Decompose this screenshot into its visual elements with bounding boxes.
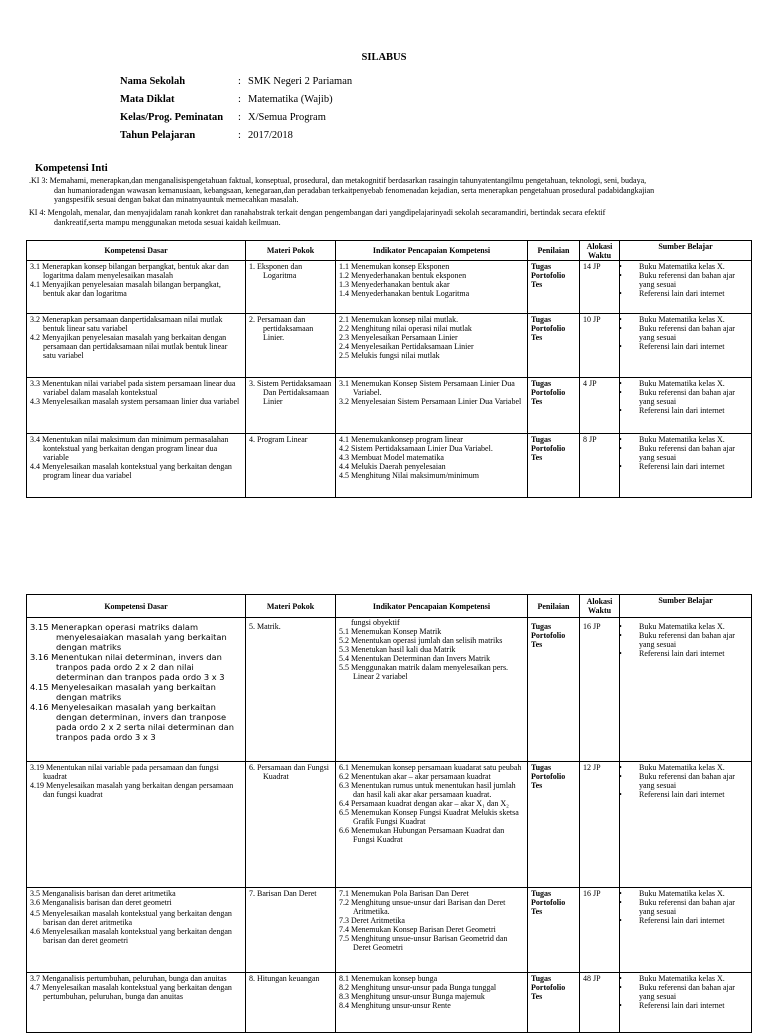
- kd-item: 3.6 Menganalisis barisan dan deret geometri: [30, 898, 172, 907]
- penilaian-item: Tes: [531, 453, 543, 462]
- ki4-line: KI 4: Mengolah, menalar, dan menyajidalam ranah konkret dan ranahabstrak terkait dengan pengembangan dari yangdipelajarinyadi sekolah secaramandiri, bertindak secara efektif: [29, 208, 606, 217]
- kd-cell: [27, 434, 246, 498]
- identity-value: 2017/2018: [248, 130, 293, 141]
- alokasi-cell: 12 JP: [580, 762, 620, 888]
- identity-label: Nama Sekolah: [120, 76, 186, 87]
- alokasi-cell: 48 JP: [580, 973, 620, 1033]
- penilaian-item: Tes: [531, 992, 543, 1001]
- ki4-paragraph: [29, 208, 743, 227]
- indikator-item: 1.4 Menyederhanakan bentuk Logaritma: [339, 289, 470, 298]
- materi-cell: [246, 762, 336, 888]
- school-identity: [120, 76, 352, 148]
- kd-item: 4.16 Menyelesaikan masalah yang berkaitan dengan determinan, invers dan tranpose pada ordo 2 x 2 serta nilai determinan dan tranpos pada ordo 3 x 3: [30, 702, 234, 742]
- indikator-cell: [336, 888, 528, 973]
- materi-cell: [246, 378, 336, 434]
- indikator-item: 2.4 Menyelesaikan Pertidaksamaan Linier: [339, 342, 474, 351]
- materi-item: 7. Barisan Dan Deret: [249, 889, 317, 898]
- materi-item: 5. Matrik.: [249, 622, 281, 631]
- identity-label: Tahun Pelajaran: [120, 130, 196, 141]
- kd-cell: [27, 314, 246, 378]
- penilaian-cell: [528, 378, 580, 434]
- sumber-item: • Buku referensi dan bahan ajar yang sesuai: [623, 631, 748, 649]
- penilaian-item: Tes: [531, 280, 543, 289]
- penilaian-cell: [528, 434, 580, 498]
- identity-value: Matematika (Wajib): [248, 94, 333, 105]
- header-sumber-belajar: Sumber Belajar: [620, 241, 752, 261]
- penilaian-item: Tugas: [531, 974, 552, 983]
- table-row: [27, 762, 752, 888]
- identity-label: Kelas/Prog. Peminatan: [120, 112, 224, 123]
- indikator-item: 1.2 Menyederhanakan bentuk eksponen: [339, 271, 467, 280]
- header-indikator: Indikator Pencapaian Kompetensi: [336, 241, 528, 261]
- header-indikator: Indikator Pencapaian Kompetensi: [336, 595, 528, 618]
- table-row: [27, 261, 752, 314]
- indikator-item: 7.3 Deret Aritmetika: [339, 916, 405, 925]
- sumber-item: • Buku referensi dan bahan ajar yang sesuai: [623, 271, 748, 289]
- indikator-item: 4.2 Sistem Pertidaksamaan Linier Dua Variabel.: [339, 444, 493, 453]
- indikator-item: 2.5 Melukis fungsi nilai mutlak: [339, 351, 440, 360]
- indikator-continuation: fungsi obyektif: [351, 618, 400, 627]
- sumber-item: • Referensi lain dari internet: [623, 649, 748, 658]
- kd-item: 4.1 Menyajikan penyelesaian masalah bilangan berpangkat, bentuk akar dan logaritma: [30, 280, 221, 298]
- penilaian-item: Tes: [531, 333, 543, 342]
- header-sumber-belajar: Sumber Belajar: [620, 595, 752, 618]
- indikator-item: 1.3 Menyederhanakan bentuk akar: [339, 280, 450, 289]
- sumber-item: • Buku referensi dan bahan ajar yang sesuai: [623, 324, 748, 342]
- sumber-item: • Buku Matematika kelas X.: [623, 262, 748, 271]
- kd-item: 4.2 Menyajikan penyelesaian masalah yang berkaitan dengan persamaan dan pertidaksamaan nilai mutlak bentuk linear satu variabel: [30, 333, 228, 360]
- sumber-item: • Buku referensi dan bahan ajar yang sesuai: [623, 388, 748, 406]
- kd-item: 3.4 Menentukan nilai maksimum dan minimum permasalahan kontekstual yang berkaitan dengan program linear dua variable: [30, 435, 229, 462]
- indikator-item: 5.3 Menetukan hasil kali dua Matrik: [339, 645, 456, 654]
- materi-cell: [246, 618, 336, 762]
- sumber-item: • Referensi lain dari internet: [623, 1001, 748, 1010]
- indikator-item: 2.3 Menyelesaikan Persamaan Linier: [339, 333, 458, 342]
- table-header-row: [27, 241, 752, 261]
- sumber-item: • Referensi lain dari internet: [623, 462, 748, 471]
- kd-item: 3.15 Menerapkan operasi matriks dalam menyelesaiakan masalah yang berkaitan dengan matriks: [30, 622, 227, 652]
- indikator-item: 5.4 Menentukan Determinan dan Invers Matrik: [339, 654, 491, 663]
- sumber-item: • Buku Matematika kelas X.: [623, 889, 748, 898]
- indikator-item: 6.2 Menentukan akar – akar persamaan kuadrat: [339, 772, 491, 781]
- penilaian-item: Portofolio: [531, 271, 566, 280]
- kd-item: 3.7 Menganalisis pertumbuhan, peluruhan, bunga dan anuitas: [30, 974, 227, 983]
- materi-item: 8. Hitungan keuangan: [249, 974, 320, 983]
- header-alokasi-waktu: Alokasi Waktu: [580, 241, 620, 261]
- kd-item: 4.4 Menyelesaikan masalah kontekstual yang berkaitan dengan program linear dua variabel: [30, 462, 232, 480]
- penilaian-item: Tes: [531, 781, 543, 790]
- ki3-paragraph: [29, 176, 743, 205]
- materi-cell: [246, 314, 336, 378]
- materi-cell: [246, 434, 336, 498]
- indikator-cell: [336, 762, 528, 888]
- materi-cell: [246, 261, 336, 314]
- penilaian-item: Tugas: [531, 262, 552, 271]
- identity-label: Mata Diklat: [120, 94, 175, 105]
- materi-cell: [246, 888, 336, 973]
- indikator-item: 8.1 Menemukan konsep bunga: [339, 974, 438, 983]
- identity-row: [120, 76, 352, 94]
- ki3-line: .KI 3: Memahami, menerapkan,dan menganalisispengetahuan faktual, konseptual, prosedural, dan metakognitif berdasarkan rasaingin tahunyatentangilmu pengetahuan, teknologi, seni, budaya,: [29, 176, 647, 185]
- sumber-cell: [620, 888, 752, 973]
- kd-cell: [27, 888, 246, 973]
- sumber-item: • Buku Matematika kelas X.: [623, 974, 748, 983]
- identity-colon: :: [238, 130, 241, 141]
- alokasi-cell: 8 JP: [580, 434, 620, 498]
- identity-colon: :: [238, 94, 241, 105]
- kd-item: 4.19 Menyelesaikan masalah yang berkaitan dengan persamaan dan fungsi kuadrat: [30, 781, 234, 799]
- penilaian-item: Tugas: [531, 435, 552, 444]
- sumber-cell: [620, 378, 752, 434]
- kompetensi-inti-heading: Kompetensi Inti: [35, 163, 108, 174]
- indikator-cell: [336, 618, 528, 762]
- sumber-item: • Referensi lain dari internet: [623, 790, 748, 799]
- materi-item: 2. Persamaan dan pertidaksamaan Linier.: [249, 315, 314, 342]
- kd-item: 3.5 Menganalisis barisan dan deret aritmetika: [30, 889, 176, 898]
- indikator-cell: [336, 434, 528, 498]
- identity-row: [120, 94, 352, 112]
- indikator-item: 6.3 Menentukan rumus untuk menentukan hasil jumlah dan hasil kali akar akar persamaan kuadrat.: [339, 781, 516, 799]
- indikator-item: 5.5 Menggunakan matrik dalam menyelesaikan pers. Linear 2 variabel: [339, 663, 509, 681]
- indikator-item: 4.3 Membuat Model matematika: [339, 453, 444, 462]
- indikator-item: 3.1 Menemukan Konsep Sistem Persamaan Linier Dua Variabel.: [339, 379, 515, 397]
- penilaian-item: Tugas: [531, 315, 552, 324]
- kd-cell: [27, 618, 246, 762]
- kd-item: 4.6 Menyelesaikan masalah kontekstual yang berkaitan dengan barisan dan deret geometri: [30, 927, 232, 945]
- penilaian-item: Portofolio: [531, 444, 566, 453]
- alokasi-cell: 14 JP: [580, 261, 620, 314]
- kd-cell: [27, 762, 246, 888]
- table-row: [27, 378, 752, 434]
- sumber-cell: [620, 261, 752, 314]
- sumber-item: • Buku Matematika kelas X.: [623, 435, 748, 444]
- indikator-item: 6.1 Menemukan konsep persamaan kuadarat satu peubah: [339, 763, 522, 772]
- sumber-cell: [620, 618, 752, 762]
- indikator-item: 1.1 Menemukan konsep Eksponen: [339, 262, 450, 271]
- header-penilaian: Penilaian: [528, 241, 580, 261]
- silabus-table-2: [26, 594, 752, 1033]
- indikator-cell: [336, 378, 528, 434]
- identity-value: SMK Negeri 2 Pariaman: [248, 76, 353, 87]
- indikator-item: 5.1 Menemukan Konsep Matrik: [339, 627, 442, 636]
- ki3-line: dan humanioradengan wawasan kemanusiaan, kebangsaan, kenegaraan,dan peradaban terkaitpenyebab fenomenadan kejadian, serta menerapkan pengetahuan prosedural padabidangkajian: [54, 185, 655, 195]
- sumber-item: • Referensi lain dari internet: [623, 342, 748, 351]
- kd-item: 3.16 Menentukan nilai determinan, invers dan tranpos pada ordo 2 x 2 dan nilai determinan dan tranpos pada ordo 3 x 3: [30, 652, 225, 682]
- alokasi-cell: 16 JP: [580, 888, 620, 973]
- identity-row: [120, 112, 352, 130]
- indikator-item: 7.5 Menghitung unsue-unsur Barisan Geometrid dan Deret Geometri: [339, 934, 508, 952]
- sumber-item: • Buku Matematika kelas X.: [623, 622, 748, 631]
- identity-value: X/Semua Program: [248, 112, 326, 123]
- sumber-item: • Buku Matematika kelas X.: [623, 315, 748, 324]
- kd-item: 4.3 Menyelesaikan masalah system persamaan linier dua variabel: [30, 397, 240, 406]
- indikator-cell: [336, 314, 528, 378]
- penilaian-item: Tes: [531, 640, 543, 649]
- indikator-item: 3.2 Menyelesaian Sistem Persamaan Linier Dua Variabel: [339, 397, 522, 406]
- alokasi-cell: 16 JP: [580, 618, 620, 762]
- sumber-item: • Referensi lain dari internet: [623, 916, 748, 925]
- indikator-item: 2.2 Menghitung nilai operasi nilai mutlak: [339, 324, 472, 333]
- header-materi-pokok: Materi Pokok: [246, 595, 336, 618]
- penilaian-cell: [528, 618, 580, 762]
- identity-colon: :: [238, 76, 241, 87]
- sumber-item: • Buku Matematika kelas X.: [623, 763, 748, 772]
- penilaian-cell: [528, 762, 580, 888]
- indikator-item: 6.4 Persamaan kuadrat dengan akar – akar X₁ dan X₂: [339, 799, 509, 808]
- penilaian-item: Portofolio: [531, 898, 566, 907]
- kd-item: 3.19 Menentukan nilai variable pada persamaan dan fungsi kuadrat: [30, 763, 219, 781]
- penilaian-cell: [528, 314, 580, 378]
- sumber-cell: [620, 434, 752, 498]
- materi-item: 1. Eksponen dan Logaritma: [249, 262, 303, 280]
- ki4-line: dankreatif,serta mampu menggunakan metoda sesuai kaidah keilmuan.: [54, 217, 281, 227]
- kd-item: 3.3 Menentukan nilai variabel pada sistem persamaan linear dua variabel dalam masalah kontekstual: [30, 379, 236, 397]
- sumber-item: • Buku referensi dan bahan ajar yang sesuai: [623, 983, 748, 1001]
- penilaian-item: Tugas: [531, 763, 552, 772]
- materi-item: 3. Sistem Pertidaksamaan Dan Pertidaksamaan Linier: [249, 379, 332, 406]
- indikator-item: 4.4 Melukis Daerah penyelesaian: [339, 462, 446, 471]
- kd-cell: [27, 378, 246, 434]
- penilaian-item: Tes: [531, 397, 543, 406]
- indikator-item: 4.1 Menemukankonsep program linear: [339, 435, 463, 444]
- indikator-item: 5.2 Menentukan operasi jumlah dan selisih matriks: [339, 636, 503, 645]
- header-kompetensi-dasar: Kompetensi Dasar: [27, 241, 246, 261]
- indikator-item: 8.4 Menghitung unsur-unsur Rente: [339, 1001, 451, 1010]
- penilaian-cell: [528, 261, 580, 314]
- penilaian-cell: [528, 888, 580, 973]
- sumber-item: • Buku referensi dan bahan ajar yang sesuai: [623, 444, 748, 462]
- sumber-item: • Referensi lain dari internet: [623, 406, 748, 415]
- ki3-line: yangspesifik sesuai dengan bakat dan minatnyauntuk memecahkan masalah.: [54, 195, 299, 204]
- identity-colon: :: [238, 112, 241, 123]
- penilaian-item: Tes: [531, 907, 543, 916]
- penilaian-item: Tugas: [531, 889, 552, 898]
- identity-row: [120, 130, 352, 148]
- table-row: [27, 888, 752, 973]
- header-alokasi-waktu: Alokasi Waktu: [580, 595, 620, 618]
- kd-item: 3.1 Menerapkan konsep bilangan berpangkat, bentuk akar dan logaritma dalam menyelesaikan masalah: [30, 262, 229, 280]
- kd-item: 4.15 Menyelesaikan masalah yang berkaitan dengan matriks: [30, 682, 216, 702]
- sumber-cell: [620, 762, 752, 888]
- sumber-item: • Buku Matematika kelas X.: [623, 379, 748, 388]
- header-materi-pokok: Materi Pokok: [246, 241, 336, 261]
- kd-cell: [27, 261, 246, 314]
- header-penilaian: Penilaian: [528, 595, 580, 618]
- table-row: [27, 618, 752, 762]
- penilaian-item: Tugas: [531, 622, 552, 631]
- table-row: [27, 434, 752, 498]
- kd-item: 3.2 Menerapkan persamaan danpertidaksamaan nilai mutlak bentuk linear satu variabel: [30, 315, 223, 333]
- penilaian-item: Tugas: [531, 379, 552, 388]
- penilaian-item: Portofolio: [531, 772, 566, 781]
- indikator-item: 4.5 Menghitung Nilai maksimum/minimum: [339, 471, 479, 480]
- alokasi-cell: 4 JP: [580, 378, 620, 434]
- indikator-item: 2.1 Menemukan konsep nilai mutlak.: [339, 315, 459, 324]
- indikator-item: 8.2 Menghitung unsur-unsur pada Bunga tunggal: [339, 983, 497, 992]
- silabus-table-1: [26, 240, 752, 498]
- penilaian-item: Portofolio: [531, 388, 566, 397]
- penilaian-item: Portofolio: [531, 983, 566, 992]
- indikator-item: 7.1 Menemukan Pola Barisan Dan Deret: [339, 889, 469, 898]
- indikator-item: 6.5 Menemukan Konsep Fungsi Kuadrat Melukis sketsa Grafik Fungsi Kuadrat: [339, 808, 519, 826]
- indikator-item: 6.6 Menemukan Hubungan Persamaan Kuadrat dan Fungsi Kuadrat: [339, 826, 505, 844]
- header-kompetensi-dasar: Kompetensi Dasar: [27, 595, 246, 618]
- kd-item: 4.7 Menyelesaikan masalah kontekstual yang berkaitan dengan pertumbuhan, peluruhan, bunga dan anuitas: [30, 983, 232, 1001]
- table-row: [27, 314, 752, 378]
- sumber-item: • Buku referensi dan bahan ajar yang sesuai: [623, 772, 748, 790]
- penilaian-item: Portofolio: [531, 324, 566, 333]
- penilaian-item: Portofolio: [531, 631, 566, 640]
- materi-item: 4. Program Linear: [249, 435, 308, 444]
- indikator-item: 7.2 Menghitung unsue-unsur dari Barisan dan Deret Aritmetika.: [339, 898, 506, 916]
- alokasi-cell: 10 JP: [580, 314, 620, 378]
- indikator-item: 7.4 Menemukan Konsep Barisan Deret Geometri: [339, 925, 496, 934]
- kd-item: 4.5 Menyelesaikan masalah kontekstual yang berkaitan dengan barisan dan deret aritmetika: [30, 909, 232, 927]
- sumber-item: • Referensi lain dari internet: [623, 289, 748, 298]
- indikator-item: 8.3 Menghitung unsur-unsur Bunga majemuk: [339, 992, 485, 1001]
- page-title: SILABUS: [361, 52, 407, 63]
- materi-item: 6. Persamaan dan Fungsi Kuadrat: [249, 763, 329, 781]
- sumber-cell: [620, 314, 752, 378]
- sumber-item: • Buku referensi dan bahan ajar yang sesuai: [623, 898, 748, 916]
- table-header-row: [27, 595, 752, 618]
- indikator-cell: [336, 261, 528, 314]
